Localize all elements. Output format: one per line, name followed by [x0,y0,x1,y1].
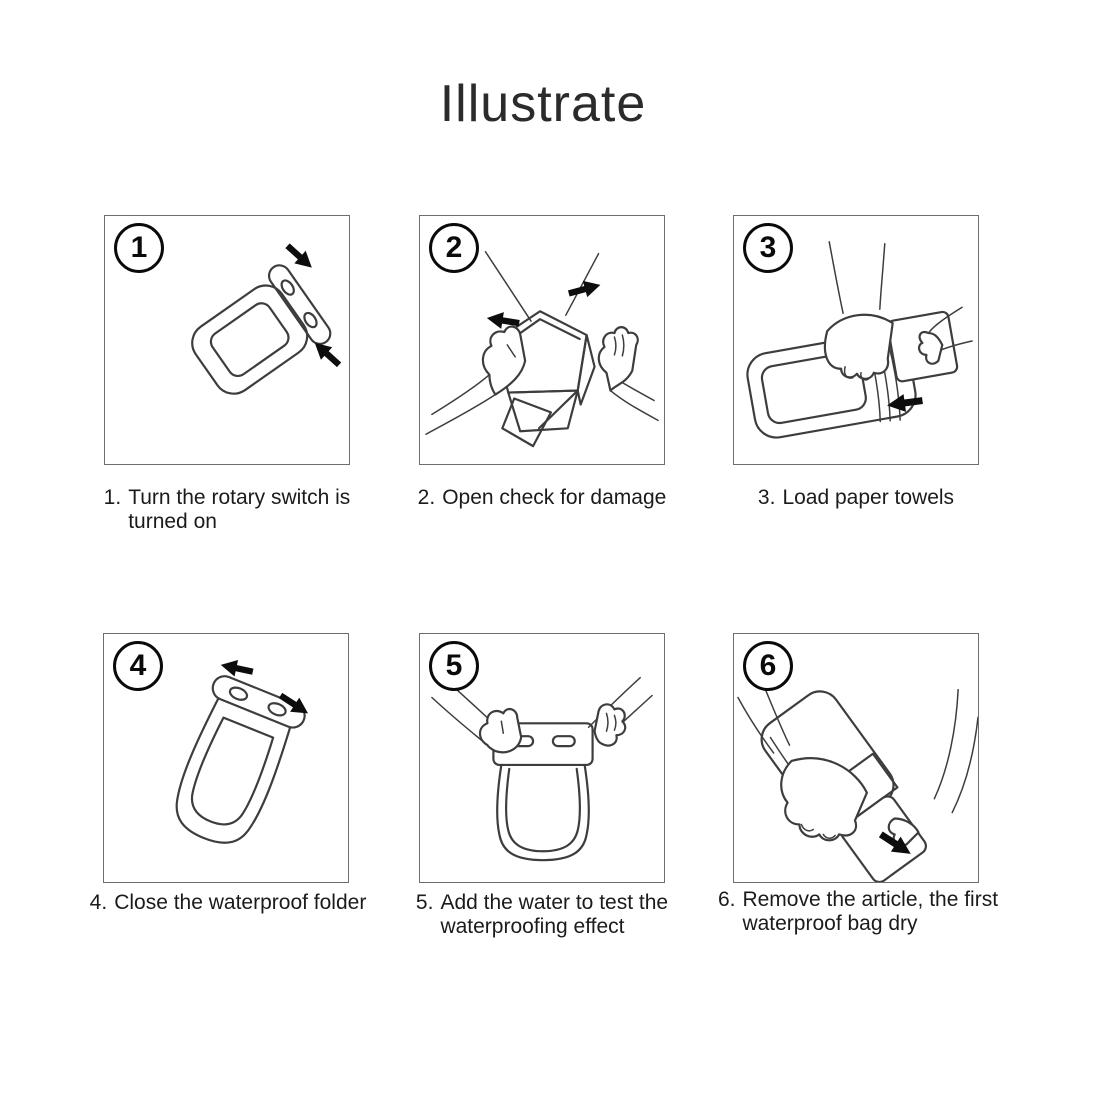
right-hand-icon [889,690,978,847]
step5-panel [419,633,665,883]
step5-number-badge: 5 [429,641,479,691]
step2-caption [389,486,695,510]
step2-caption-number: 2. [417,486,436,509]
right-hand-icon [599,327,658,420]
step4-caption [73,891,383,915]
waterproof-pouch-icon [180,261,334,407]
step6-caption-line2: waterproof bag dry [742,912,918,935]
step3-caption-line1: Load paper towels [782,486,955,509]
step6-panel [733,633,979,883]
step3-panel [733,215,979,465]
left-hand-icon [432,680,521,753]
step4-number-badge: 4 [113,641,163,691]
left-hand-icon [426,327,525,435]
step5-caption-number: 5. [415,891,434,914]
step4-caption-number: 4. [89,891,108,914]
step5-caption-line2: waterproofing effect [440,915,625,938]
step1-caption-number: 1. [103,486,122,509]
step1-number-badge: 1 [114,223,164,273]
step1-caption [74,486,380,534]
top-hand-icon [825,242,893,380]
page-title: Illustrate [439,75,647,133]
step6-number-badge: 6 [743,641,793,691]
left-hand-icon [738,686,867,841]
insert-arrow-icon [886,392,924,415]
step5-caption [389,891,695,939]
step6-caption-line1: Remove the article, the first [742,888,999,911]
step2-panel [419,215,665,465]
step1-panel [104,215,350,465]
step3-caption-number: 3. [757,486,776,509]
step5-caption-line1: Add the water to test the [440,891,669,914]
step1-caption-line1: Turn the rotary switch is [128,486,351,509]
step4-caption-line1: Close the waterproof folder [114,891,367,914]
right-hand-icon [589,678,652,746]
pull-open-arrows-icon [486,277,603,332]
step6-caption [703,888,1013,936]
step3-number-badge: 3 [743,223,793,273]
step2-number-badge: 2 [429,223,479,273]
step1-caption-line2: turned on [128,510,217,533]
step6-caption-number: 6. [717,888,736,911]
step4-panel [103,633,349,883]
step3-caption [703,486,1009,510]
step2-caption-line1: Open check for damage [442,486,667,509]
